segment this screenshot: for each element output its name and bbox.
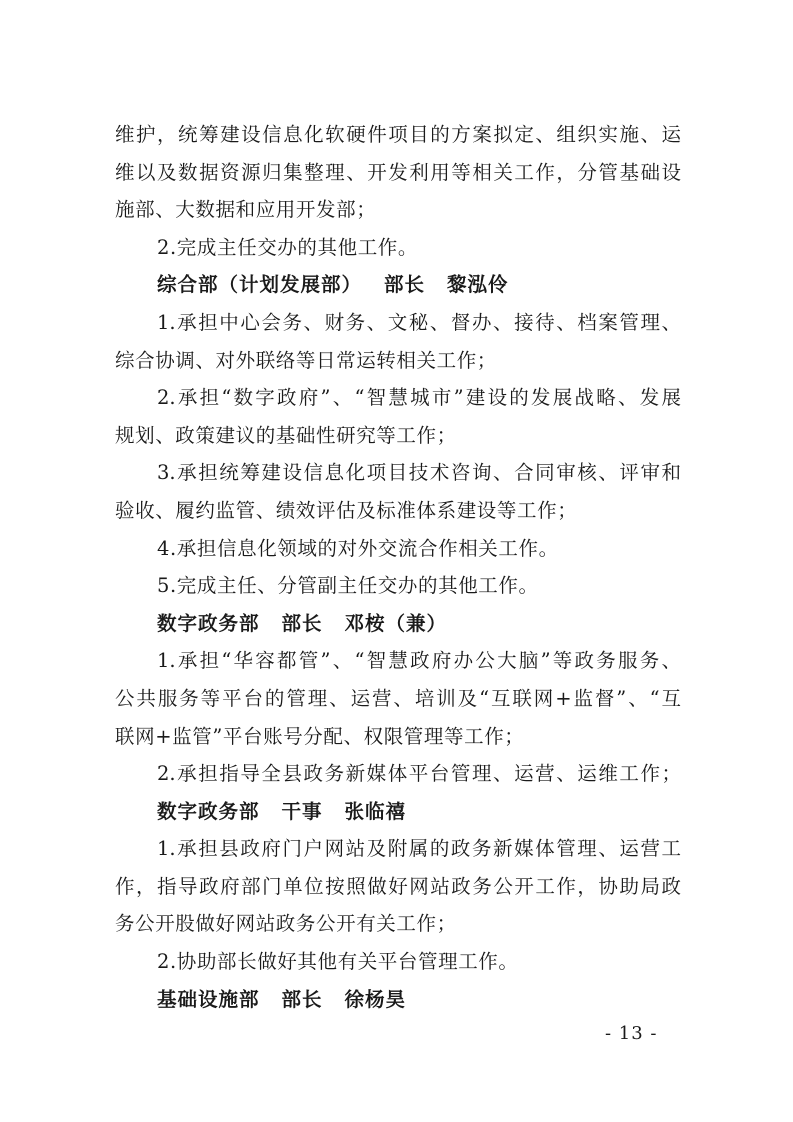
text-line: 1.承担县政府门户网站及附属的政务新媒体管理、运营工 [157, 837, 681, 861]
heading-person: 黎泓伶 [447, 273, 509, 297]
text-line: 维以及数据资源归集整理、开发利用等相关工作，分管基础设 [115, 160, 681, 184]
text-line: 维护，统筹建设信息化软硬件项目的方案拟定、组织实施、运 [115, 123, 681, 146]
heading-role: 部长 [281, 611, 323, 635]
text-line: 综合协调、对外联络等日常运转相关工作； [115, 348, 497, 372]
page-number: - 13 - [605, 1023, 658, 1044]
text-line: 公共服务等平台的管理、运营、培训及“互联网+监督”、“互 [115, 686, 681, 710]
heading-department: 数字政务部 [157, 799, 260, 823]
heading-department: 数字政务部 [157, 611, 260, 635]
text-line: 务公开股做好网站政务公开有关工作； [115, 912, 457, 936]
document-body [115, 116, 681, 1018]
text-line: 3.承担统筹建设信息化项目技术咨询、合同审核、评审和 [157, 461, 681, 485]
text-line: 4.承担信息化领域的对外交流合作相关工作。 [157, 536, 559, 560]
section-heading [115, 266, 681, 304]
text-line: 5.完成主任、分管副主任交办的其他工作。 [157, 574, 539, 598]
section-heading [115, 793, 681, 831]
text-line: 2.承担指导全县政务新媒体平台管理、运营、运维工作； [157, 762, 681, 786]
heading-person: 张临禧 [344, 799, 407, 823]
text-line: 2.完成主任交办的其他工作。 [157, 235, 419, 259]
text-line: 2.承担“数字政府”、“智慧城市”建设的发展战略、发展 [157, 386, 681, 410]
section-heading [115, 981, 681, 1019]
text-line: 1.承担中心会务、财务、文秘、督办、接待、档案管理、 [157, 310, 681, 334]
section-heading [115, 605, 681, 643]
text-line: 作，指导政府部门单位按照做好网站政务公开工作，协助局政 [115, 874, 681, 898]
text-line: 验收、履约监管、绩效评估及标准体系建设等工作； [115, 498, 578, 522]
heading-department: 综合部（计划发展部） [157, 273, 363, 297]
heading-role: 部长 [384, 273, 426, 297]
heading-person: 徐杨昊 [344, 987, 407, 1011]
heading-department: 基础设施部 [157, 987, 260, 1011]
text-line: 2.协助部长做好其他有关平台管理工作。 [157, 950, 519, 974]
heading-role: 部长 [281, 987, 323, 1011]
text-line: 1.承担“华容都管”、“智慧政府办公大脑”等政务服务、 [157, 649, 681, 673]
heading-person: 邓桉（兼） [344, 611, 448, 635]
text-line: 联网+监管”平台账号分配、权限管理等工作； [115, 724, 525, 748]
text-line: 施部、大数据和应用开发部； [115, 198, 377, 222]
heading-role: 干事 [281, 799, 323, 823]
text-line: 规划、政策建议的基础性研究等工作； [115, 423, 457, 447]
